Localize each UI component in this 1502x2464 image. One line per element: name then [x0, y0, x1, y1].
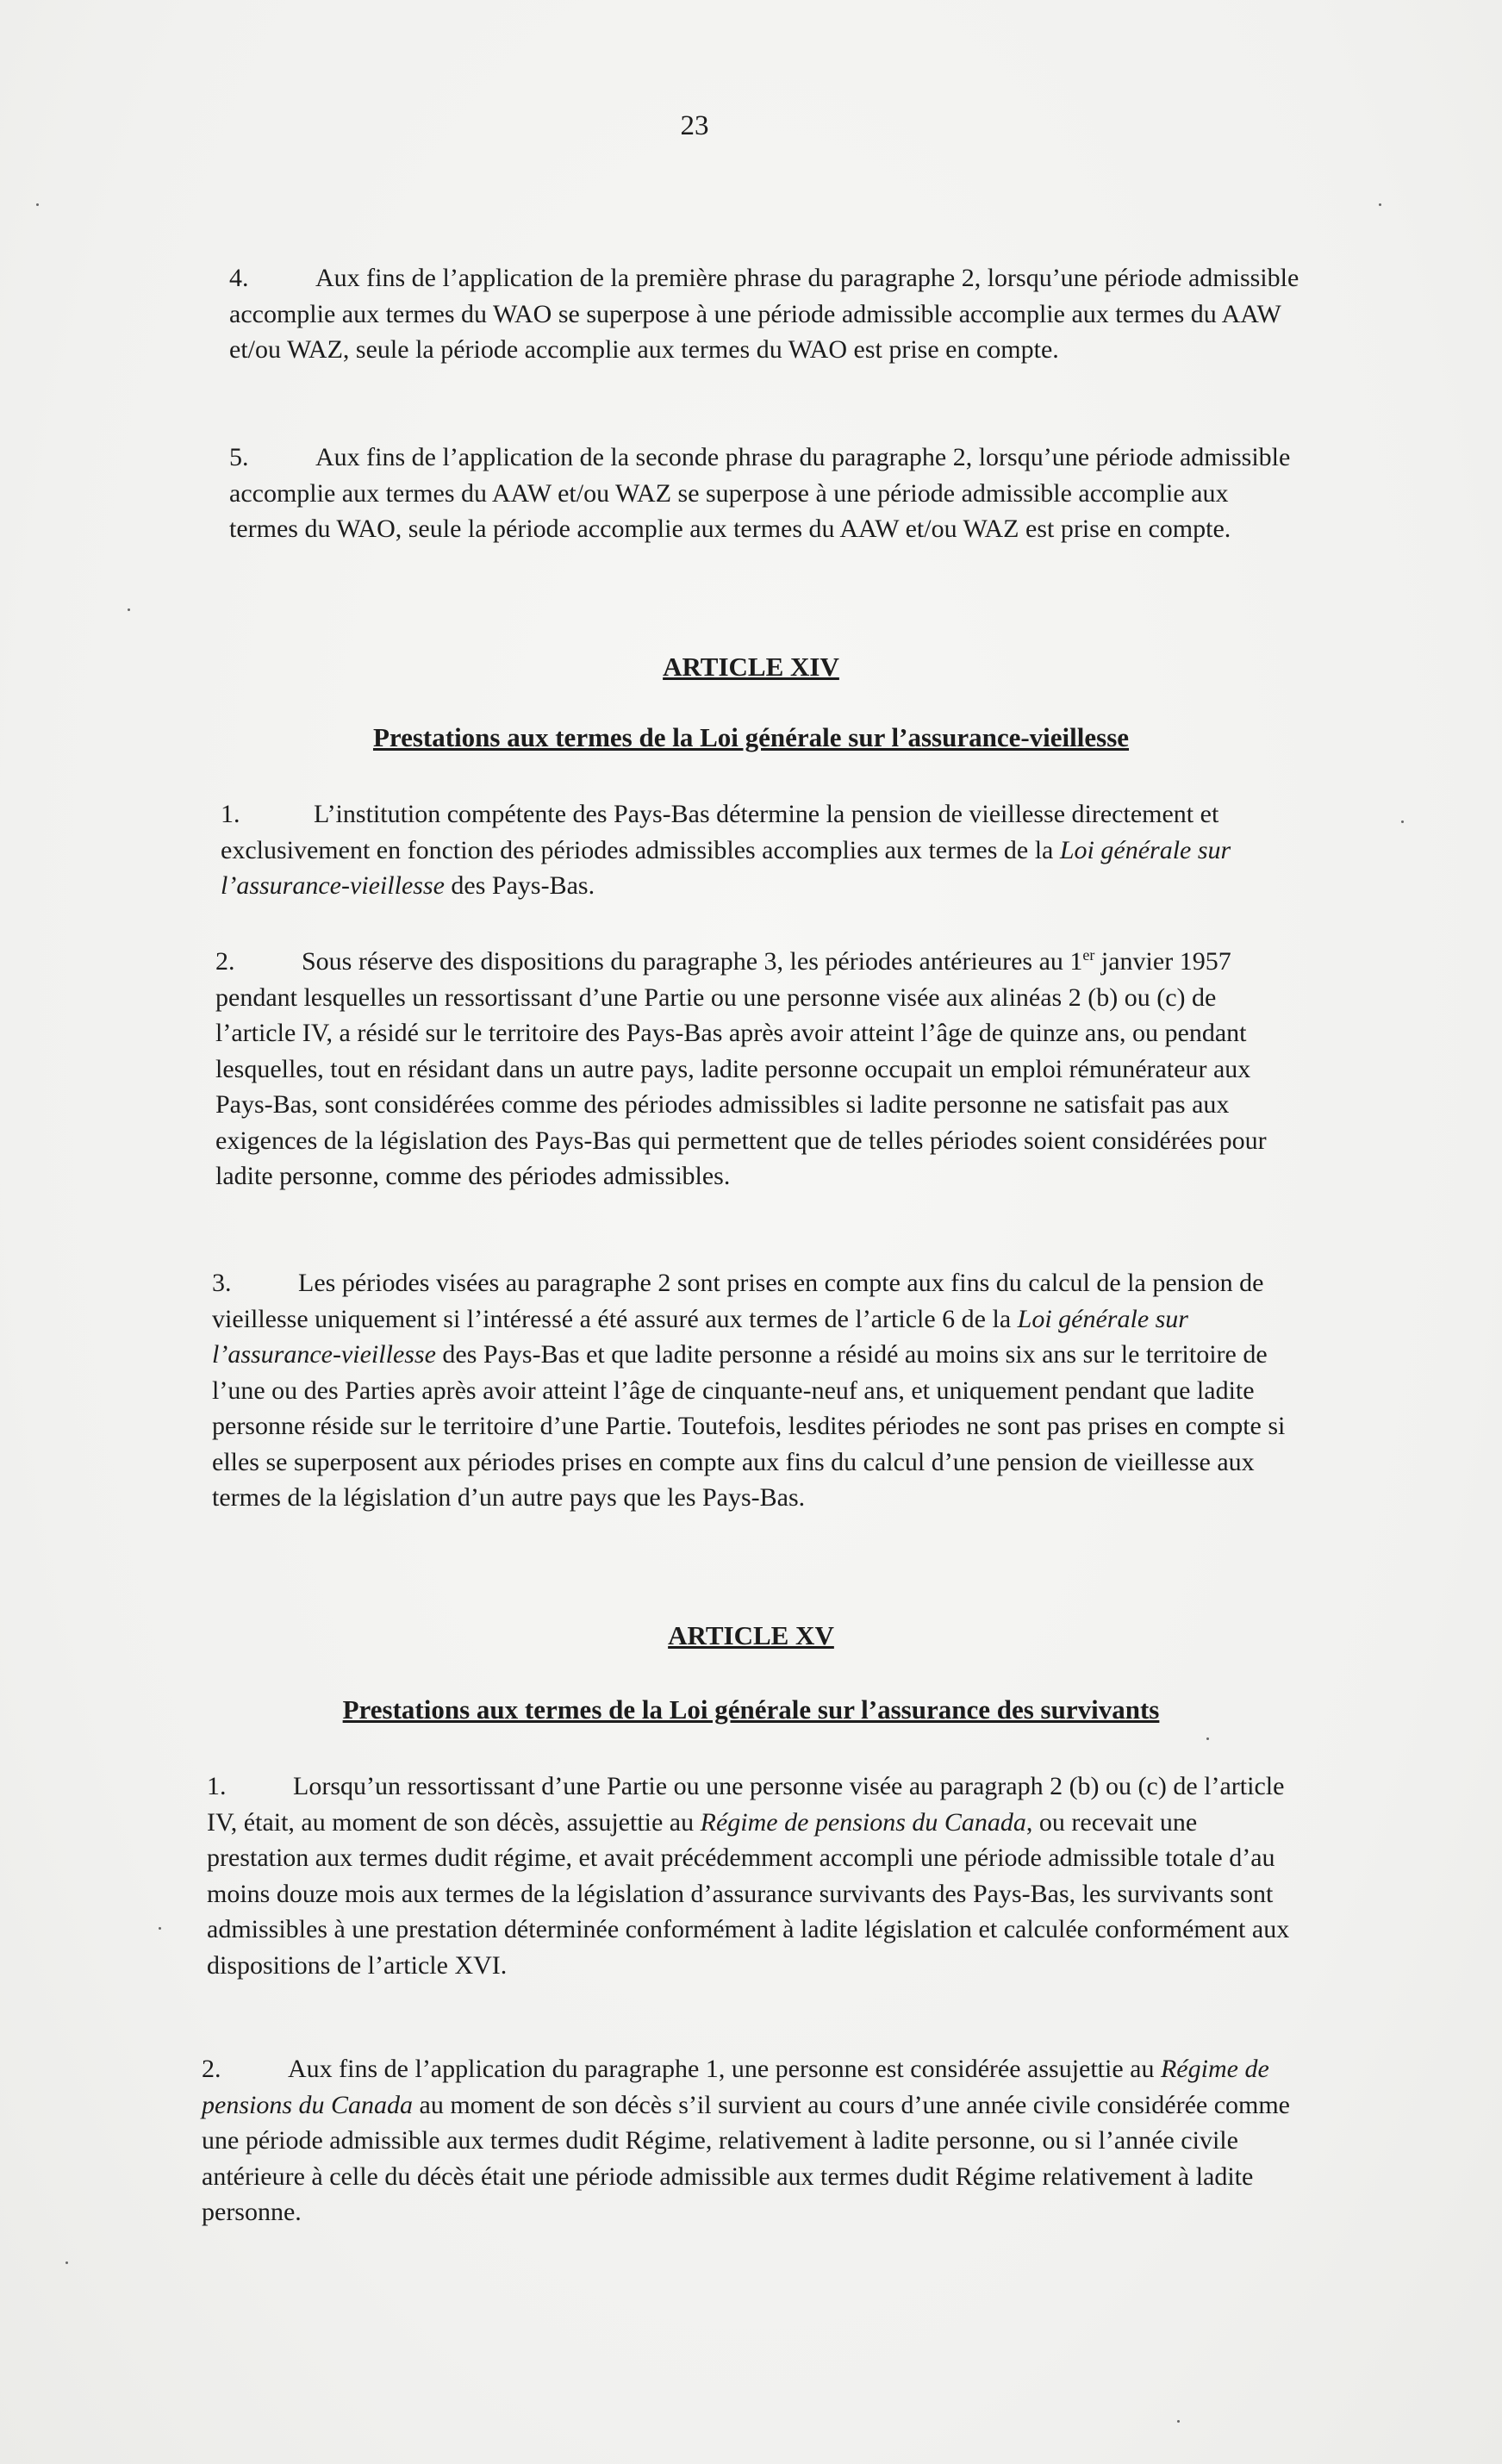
- paragraph-number: 4.: [229, 264, 249, 292]
- scan-speck: [1206, 1737, 1209, 1740]
- article-xiv-paragraph-5: [229, 440, 1301, 547]
- paragraph-text-end: janvier 1957 pendant lesquelles un ressortissant d’une Partie ou une personne visée aux alinéas 2 (b) ou (c) de l’article IV, a résidé sur le territoire des Pays-Bas après avoir atteint l’âge de quinze ans, ou pendant lesquelles, tout en résidant dans un autre pays, ladite personne occupait un emploi rémunérateur aux Pays-Bas, sont considérées comme des périodes admissibles si ladite personne ne satisfait pas aux exigences de la législation des Pays-Bas qui permettent que de telles périodes soient considérées pour ladite personne, comme des périodes admissibles.: [215, 947, 1267, 1190]
- article-xv-subtitle: Prestations aux termes de la Loi générale sur l’assurance des survivants: [342, 1694, 1160, 1725]
- paragraph-text: Aux fins de l’application de la première phrase du paragraphe 2, lorsqu’une période admissible accomplie aux termes du WAO se superpose à une période admissible accomplie aux termes du AAW et/ou WAZ, seule la période accomplie aux termes du WAO est prise en compte.: [229, 264, 1299, 364]
- article-xiv-para-2: [215, 938, 1303, 1195]
- paragraph-number: 1.: [207, 1772, 227, 1800]
- paragraph-number: 2.: [202, 2055, 221, 2083]
- paragraph-number: 5.: [229, 443, 249, 471]
- law-title-italic: Loi générale sur l’assurance-vieillesse: [221, 835, 1231, 900]
- scan-speck: [65, 2261, 68, 2264]
- paragraph-text: Lorsqu’un ressortissant d’une Partie ou une personne visée au paragraph 2 (b) ou (c) de l’article IV, était, au moment de son décès, assujettie au: [207, 1772, 1285, 1837]
- paragraph-text-end: au moment de son décès s’il survient au cours d’une année civile considérée comme une période admissible aux termes dudit Régime, relativement à ladite personne, ou si l’année civile antérieure à celle du décès était une période admissible aux termes dudit Régime relativement à ladite personne.: [202, 2090, 1290, 2226]
- scan-speck: [128, 608, 130, 611]
- article-xv-title: ARTICLE XV: [668, 1620, 834, 1650]
- law-title-italic: Régime de pensions du Canada: [202, 2055, 1269, 2119]
- article-xiv-para-1: [221, 796, 1301, 904]
- article-xiv-title: ARTICLE XIV: [663, 652, 839, 682]
- paragraph-text: Sous réserve des dispositions du paragraphe 3, les périodes antérieures au 1: [302, 947, 1083, 976]
- page-number: 23: [680, 110, 709, 141]
- article-xiv-para-3: [212, 1265, 1299, 1516]
- article-xiv-paragraph-4: [229, 260, 1301, 368]
- scan-speck: [1177, 2420, 1180, 2423]
- scan-speck: [1379, 203, 1381, 206]
- paragraph-text: Aux fins de l’application de la seconde phrase du paragraphe 2, lorsqu’une période admissible accomplie aux termes du AAW et/ou WAZ se superpose à une période admissible accomplie aux termes du WAO, seule la période accomplie aux termes du AAW et/ou WAZ est prise en compte.: [229, 443, 1291, 543]
- paragraph-text: Les périodes visées au paragraphe 2 sont prises en compte aux fins du calcul de la pension de vieillesse uniquement si l’intéressé a été assuré aux termes de l’article 6 de la: [212, 1269, 1264, 1333]
- law-title-italic: Loi générale sur l’assurance-vieillesse: [212, 1304, 1188, 1369]
- paragraph-text-end: des Pays-Bas.: [444, 871, 595, 900]
- article-xv-para-1: [207, 1768, 1303, 1983]
- paragraph-text-end: , ou recevait une prestation aux termes dudit régime, et avait précédemment accompli une période admissible totale d’au moins douze mois aux termes de la législation d’assurance survivants des Pays-Bas, les survivants sont admissibles à une prestation déterminée conformément à ladite législation et calculée conformément aux dispositions de l’article XVI.: [207, 1807, 1290, 1980]
- paragraph-text: Aux fins de l’application du paragraphe 1, une personne est considérée assujettie au: [288, 2055, 1161, 2083]
- law-title-italic: Régime de pensions du Canada: [700, 1807, 1026, 1837]
- article-xv-para-2: [202, 2051, 1303, 2230]
- paragraph-text: L’institution compétente des Pays-Bas détermine la pension de vieillesse directement et exclusivement en fonction des périodes admissibles accomplies aux termes de la: [221, 800, 1219, 864]
- scan-speck: [1401, 820, 1404, 823]
- paragraph-number: 3.: [212, 1269, 232, 1297]
- paragraph-number: 1.: [221, 800, 240, 828]
- scan-speck: [159, 1927, 161, 1930]
- article-xiv-subtitle: Prestations aux termes de la Loi générale sur l’assurance-vieillesse: [372, 722, 1130, 752]
- paragraph-text-end: des Pays-Bas et que ladite personne a résidé au moins six ans sur le territoire de l’une ou des Parties après avoir atteint l’âge de cinquante-neuf ans, et uniquement pendant que ladite personne réside sur le territoire d’une Partie. Toutefois, lesdites périodes ne sont pas prises en compte si elles se superposent aux périodes prises en compte aux fins du calcul d’une pension de vieillesse aux termes de la législation d’un autre pays que les Pays-Bas.: [212, 1340, 1286, 1512]
- scan-speck: [36, 203, 39, 206]
- paragraph-number: 2.: [215, 947, 235, 976]
- superscript-er: er: [1082, 946, 1095, 964]
